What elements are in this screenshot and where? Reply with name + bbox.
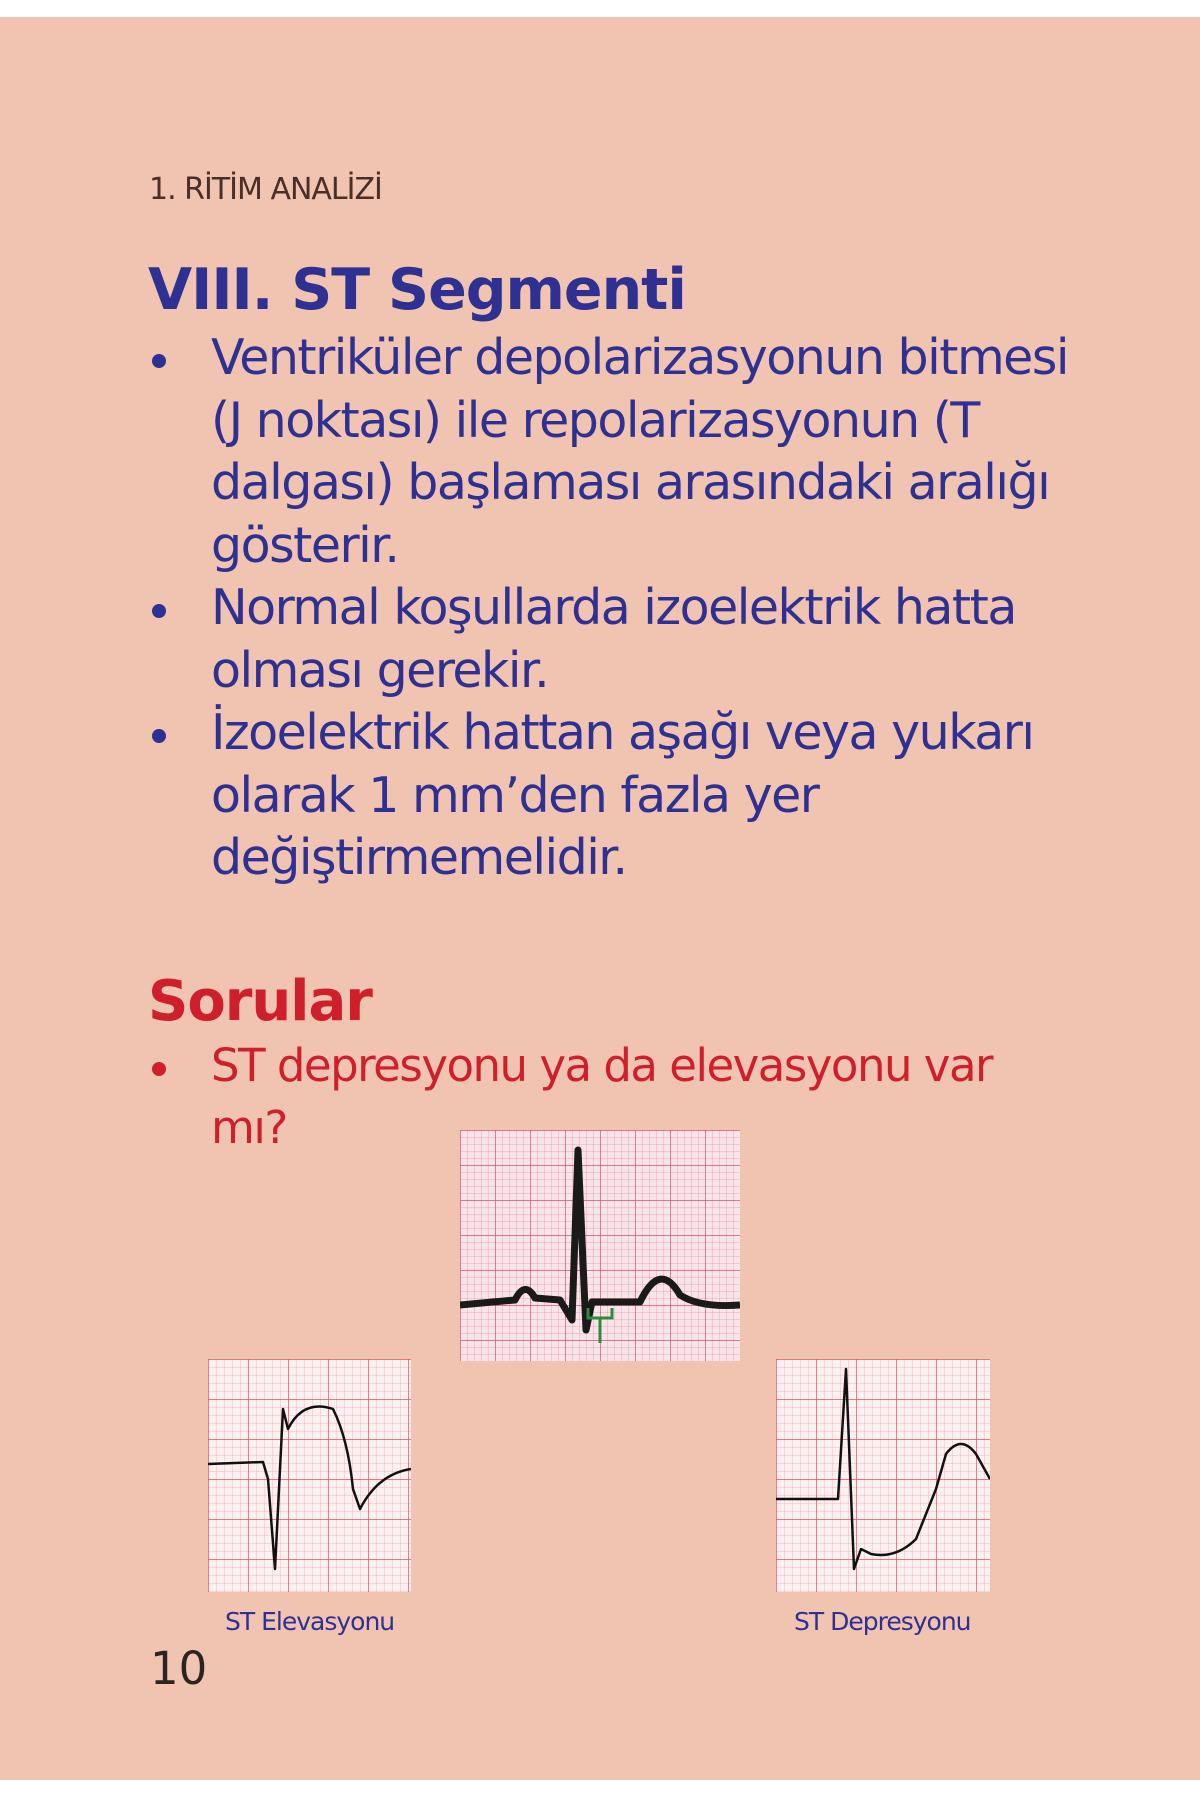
list-item [148,327,1068,577]
st-elevation-caption: ST Elevasyonu [225,1607,395,1636]
section-title: 1. RİTİM ANALİZİ [149,172,382,207]
page-number: 10 [150,1642,208,1695]
bullet-dot-icon [152,604,166,618]
bullet-dot-icon [152,354,166,368]
list-item [148,702,1068,890]
ecg-st-elevation-image [208,1359,411,1592]
bullet-dot-icon [152,1062,166,1076]
page-heading: VIII. ST Segmenti [148,257,686,323]
ecg-normal-image [460,1130,740,1361]
ecg-st-depression-image [776,1359,990,1592]
bullet-dot-icon [152,729,166,743]
list-item-text: Normal koşullarda izoelektrik hatta olması gerekir. [211,579,1016,699]
questions-heading: Sorular [148,969,372,1034]
list-item-text: İzoelektrik hattan aşağı veya yukarı olarak 1 mm’den fazla yer değiştirmemelidir. [211,704,1034,886]
list-item-text: Ventriküler depolarizasyonun bitmesi (J noktası) ile repolarizasyonun (T dalgası) başlaması arasındaki aralığı gösterir. [211,329,1068,574]
st-depression-caption: ST Depresyonu [794,1607,971,1636]
list-item-text: ST depresyonu ya da elevasyonu var mı? [211,1039,993,1154]
page [0,17,1200,1780]
content-bullet-list [148,327,1068,890]
list-item [148,577,1068,702]
